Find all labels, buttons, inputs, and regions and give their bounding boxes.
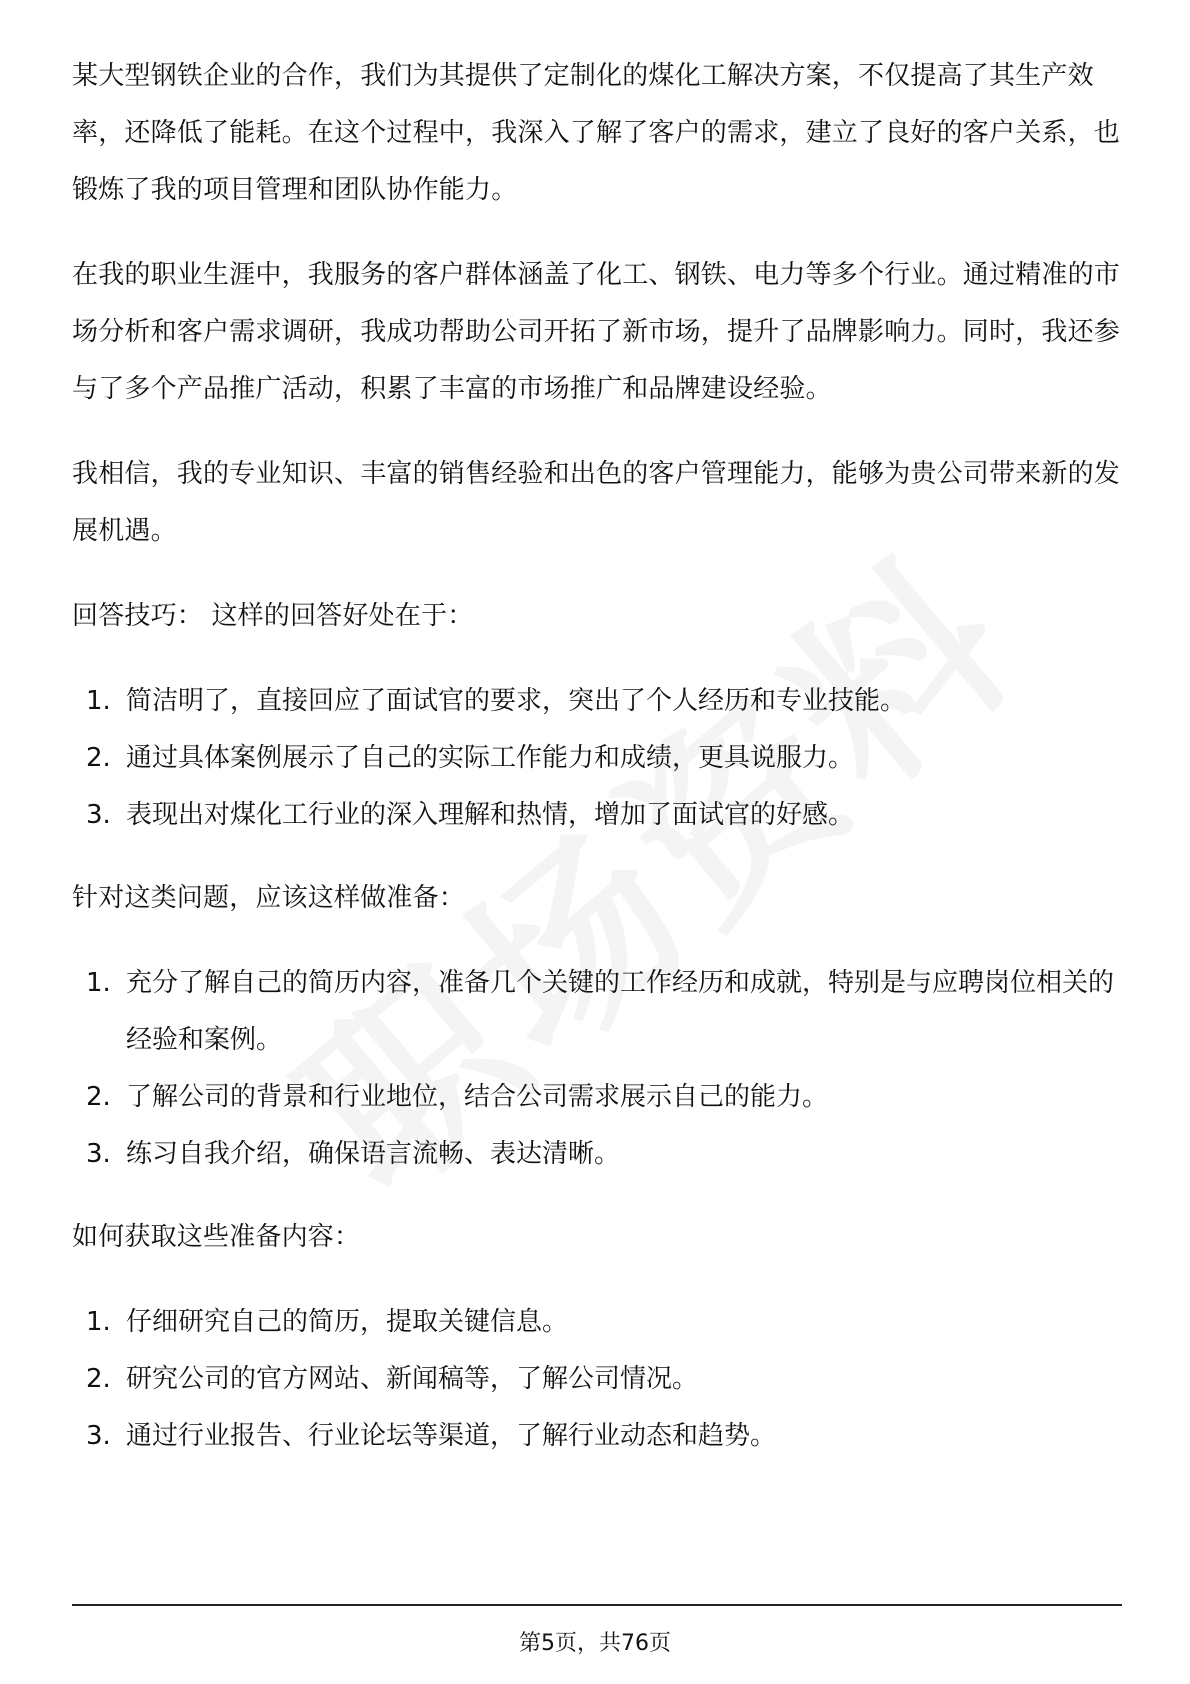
- paragraph-cooperation: 某大型钢铁企业的合作，我们为其提供了定制化的煤化工解决方案，不仅提高了其生产效率，还降低了能耗。在这个过程中，我深入了解了客户的需求，建立了良好的客户关系，也锻炼了我的项目管理和团队协作能力。: [72, 61, 1121, 205]
- list-number: 3.: [86, 800, 111, 830]
- list-item: [72, 730, 1122, 787]
- tips-heading: 回答技巧： 这样的回答好处在于：: [72, 601, 474, 631]
- prepare-list: [72, 955, 1122, 1183]
- list-item-text: 充分了解自己的简历内容，准备几个关键的工作经历和成就，特别是与应聘岗位相关的经验和案例。: [126, 968, 1115, 1055]
- list-item: [72, 1069, 1122, 1126]
- footer-divider: [72, 1604, 1122, 1606]
- list-item: [72, 1351, 1122, 1408]
- prepare-heading: 针对这类问题，应该这样做准备：: [72, 883, 466, 913]
- obtain-heading: 如何获取这些准备内容：: [72, 1222, 361, 1252]
- list-number: 3.: [86, 1139, 111, 1169]
- paragraph-belief: 我相信，我的专业知识、丰富的销售经验和出色的客户管理能力，能够为贵公司带来新的发展机遇。: [72, 459, 1121, 546]
- list-item-text: 仔细研究自己的简历，提取关键信息。: [126, 1307, 569, 1337]
- list-item: [72, 673, 1122, 730]
- list-item-text: 研究公司的官方网站、新闻稿等，了解公司情况。: [126, 1364, 699, 1394]
- list-item-text: 了解公司的背景和行业地位，结合公司需求展示自己的能力。: [126, 1082, 829, 1112]
- list-item: [72, 1294, 1122, 1351]
- list-number: 1.: [86, 686, 111, 716]
- list-item-text: 通过具体案例展示了自己的实际工作能力和成绩，更具说服力。: [126, 743, 855, 773]
- list-number: 2.: [86, 1082, 111, 1112]
- tips-list: [72, 673, 1122, 844]
- obtain-list: [72, 1294, 1122, 1465]
- list-item-text: 简洁明了，直接回应了面试官的要求，突出了个人经历和专业技能。: [126, 686, 907, 716]
- list-item-text: 练习自我介绍，确保语言流畅、表达清晰。: [126, 1139, 621, 1169]
- page-number: 第5页，共76页: [519, 1631, 671, 1656]
- list-number: 2.: [86, 1364, 111, 1394]
- list-item-text: 通过行业报告、行业论坛等渠道，了解行业动态和趋势。: [126, 1421, 777, 1451]
- list-item-text: 表现出对煤化工行业的深入理解和热情，增加了面试官的好感。: [126, 800, 855, 830]
- list-number: 1.: [86, 968, 111, 998]
- list-number: 2.: [86, 743, 111, 773]
- paragraph-career: 在我的职业生涯中，我服务的客户群体涵盖了化工、钢铁、电力等多个行业。通过精准的市场分析和客户需求调研，我成功帮助公司开拓了新市场，提升了品牌影响力。同时，我还参与了多个产品推广活动，积累了丰富的市场推广和品牌建设经验。: [72, 260, 1121, 404]
- list-number: 3.: [86, 1421, 111, 1451]
- list-item: [72, 1408, 1122, 1465]
- list-number: 1.: [86, 1307, 111, 1337]
- list-item: [72, 787, 1122, 844]
- list-item: [72, 1126, 1122, 1183]
- list-item: [72, 955, 1122, 1069]
- document-body: [72, 48, 1122, 1491]
